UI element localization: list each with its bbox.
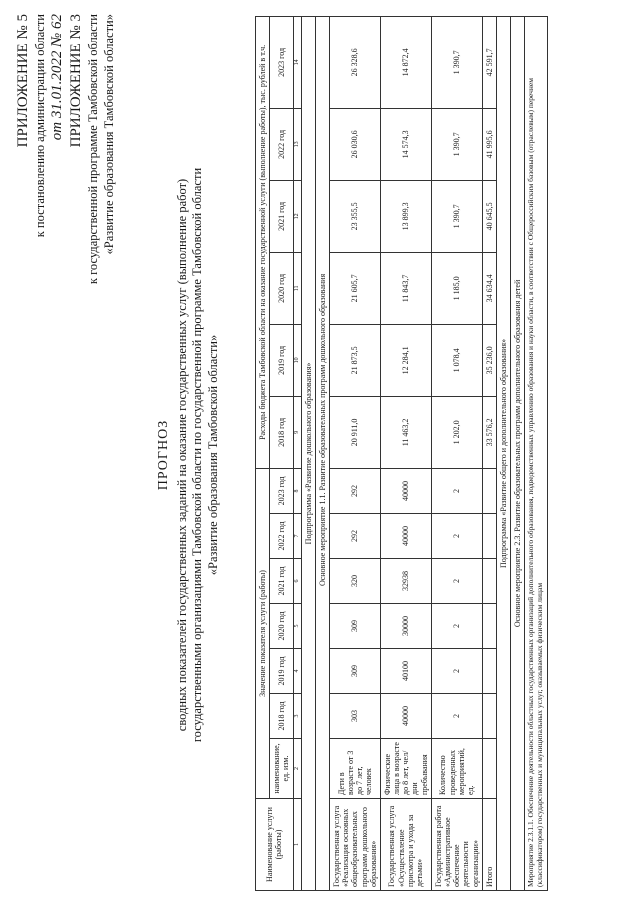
total-expense: 35 236,0 xyxy=(482,324,496,396)
annex-program-name: «Развитие образования Тамбовской области» xyxy=(101,14,116,255)
expense-value: 1 390,7 xyxy=(431,180,482,252)
expense-value: 1 202,0 xyxy=(431,396,482,468)
expense-value: 1 185,0 xyxy=(431,252,482,324)
event-title: Основное мероприятие 2.3. Развитие образовательных программ дополнительного образования детей xyxy=(511,16,525,890)
col-indicator-group: Значение показателя услуги (работы) xyxy=(256,468,270,798)
service-name: Государственная работа «Административное обеспечение деятельности организации» xyxy=(431,799,482,891)
expense-value: 1 078,4 xyxy=(431,324,482,396)
indicator-value: 2 xyxy=(431,694,482,739)
col-number: 5 xyxy=(293,604,301,649)
col-number: 8 xyxy=(293,468,301,513)
total-expense: 40 645,5 xyxy=(482,180,496,252)
col-number: 14 xyxy=(293,16,301,108)
title-line-1: сводных показателей государственных заданий на оказание государственных услуг (выполнение работ) xyxy=(174,178,189,732)
col-year: 2023 год xyxy=(270,16,293,108)
indicator-value: 309 xyxy=(329,649,380,694)
event-row xyxy=(511,16,525,890)
event-title: Основное мероприятие 1.1. Развитие образовательных программ дошкольного образования xyxy=(315,16,329,890)
indicator-value: 320 xyxy=(329,559,380,604)
indicator-value: 2 xyxy=(431,559,482,604)
total-label: Итого xyxy=(482,799,496,891)
title-line-3: «Развитие образования Тамбовской области» xyxy=(205,334,220,576)
column-number-row xyxy=(293,16,301,890)
col-number: 3 xyxy=(293,694,301,739)
total-expense: 34 634,4 xyxy=(482,252,496,324)
empty-cell xyxy=(482,514,496,559)
col-indicator-name: наименование, ед. изм. xyxy=(270,739,293,799)
col-year: 2022 год xyxy=(270,108,293,180)
col-year: 2022 год xyxy=(270,514,293,559)
col-year: 2019 год xyxy=(270,324,293,396)
col-year: 2018 год xyxy=(270,396,293,468)
indicator-value: 2 xyxy=(431,649,482,694)
annex-number-secondary: ПРИЛОЖЕНИЕ № 3 xyxy=(68,14,85,148)
measure-row xyxy=(525,16,547,890)
indicator-value: 2 xyxy=(431,468,482,513)
indicator-value: 40000 xyxy=(380,694,431,739)
col-number: 9 xyxy=(293,396,301,468)
total-expense: 42 591,7 xyxy=(482,16,496,108)
indicator-name: Дети в возрасте от 3 до 7 лет, человек xyxy=(329,739,380,799)
subprogram-row xyxy=(301,16,315,890)
annex-handwritten-date: от 31.01.2022 № 62 xyxy=(49,14,66,141)
expense-value: 1 390,7 xyxy=(431,16,482,108)
expense-value: 13 899,3 xyxy=(380,180,431,252)
indicator-value: 40100 xyxy=(380,649,431,694)
indicator-value: 32938 xyxy=(380,559,431,604)
annex-program-ref: к государственной программе Тамбовской области xyxy=(85,14,100,285)
indicator-value: 292 xyxy=(329,514,380,559)
col-number: 10 xyxy=(293,324,301,396)
col-number: 4 xyxy=(293,649,301,694)
expense-value: 21 873,5 xyxy=(329,324,380,396)
col-service: Наименование услуги (работы) xyxy=(256,799,294,891)
col-number: 1 xyxy=(293,799,301,891)
col-number: 2 xyxy=(293,739,301,799)
service-name: Государственная услуга «Осуществление присмотра и ухода за детьми» xyxy=(380,799,431,891)
indicator-value: 40000 xyxy=(380,468,431,513)
annex-number: ПРИЛОЖЕНИЕ № 5 xyxy=(15,14,31,148)
expense-value: 1 390,7 xyxy=(431,108,482,180)
title-main: ПРОГНОЗ xyxy=(156,419,171,491)
measure-title: Мероприятие 2.3.1.1. Обеспечение деятельности областных государственных организаций дополнительного образования, подведомственных управлению образования и науки области, в соответствии с Общероссийским базовым (отраслевым) перечнем (классификатором) государственных и муниципальных услуг, оказываемых физическим лицам xyxy=(525,16,547,890)
indicator-value: 30000 xyxy=(380,604,431,649)
expense-value: 11 463,2 xyxy=(380,396,431,468)
annex-header xyxy=(14,14,117,344)
table-row xyxy=(329,16,380,890)
col-number: 7 xyxy=(293,514,301,559)
col-year: 2023 год xyxy=(270,468,293,513)
annex-resolution-ref: к постановлению администрации области xyxy=(32,14,47,238)
indicator-value: 292 xyxy=(329,468,380,513)
service-name: Государственная услуга «Реализация основных общеобразовательных программ дошкольного образования» xyxy=(329,799,380,891)
expense-value: 21 605,7 xyxy=(329,252,380,324)
event-row xyxy=(315,16,329,890)
col-expense-group: Расходы бюджета Тамбовской области на оказание государственной услуги (выполнение работы), тыс. рублей в т.ч. xyxy=(256,16,270,468)
title-line-2: государственными организациями Тамбовской области по государственной программе Тамбовской области xyxy=(190,167,205,743)
indicator-value: 2 xyxy=(431,604,482,649)
empty-cell xyxy=(482,559,496,604)
col-number: 6 xyxy=(293,559,301,604)
forecast-table xyxy=(255,16,548,891)
empty-cell xyxy=(482,694,496,739)
document-title xyxy=(155,155,221,755)
col-number: 11 xyxy=(293,252,301,324)
empty-cell xyxy=(482,468,496,513)
indicator-value: 2 xyxy=(431,514,482,559)
subprogram-title: Подпрограмма «Развитие общего и дополнительного образования» xyxy=(496,16,510,890)
col-year: 2020 год xyxy=(270,252,293,324)
indicator-name: Физические лица в возрасте до 8 лет, чел/дни пребывания xyxy=(380,739,431,799)
table-row xyxy=(431,16,482,890)
expense-value: 23 355,5 xyxy=(329,180,380,252)
header-row-2 xyxy=(270,16,293,890)
expense-value: 11 843,7 xyxy=(380,252,431,324)
expense-value: 20 911,0 xyxy=(329,396,380,468)
total-expense: 33 576,2 xyxy=(482,396,496,468)
expense-value: 14 872,4 xyxy=(380,16,431,108)
expense-value: 26 328,6 xyxy=(329,16,380,108)
expense-value: 12 284,1 xyxy=(380,324,431,396)
col-year: 2019 год xyxy=(270,649,293,694)
total-row xyxy=(482,16,496,890)
empty-cell xyxy=(482,649,496,694)
col-number: 13 xyxy=(293,108,301,180)
indicator-name: Количество проведенных мероприятий, ед. xyxy=(431,739,482,799)
expense-value: 14 574,3 xyxy=(380,108,431,180)
empty-cell xyxy=(482,604,496,649)
header-row-1 xyxy=(256,16,270,890)
indicator-value: 40000 xyxy=(380,514,431,559)
col-year: 2021 год xyxy=(270,559,293,604)
col-year: 2020 год xyxy=(270,604,293,649)
indicator-value: 303 xyxy=(329,694,380,739)
col-year: 2021 год xyxy=(270,180,293,252)
table-row xyxy=(380,16,431,890)
expense-value: 26 030,6 xyxy=(329,108,380,180)
subprogram-title: Подпрограмма «Развитие дошкольного образования» xyxy=(301,16,315,890)
empty-cell xyxy=(482,739,496,799)
indicator-value: 309 xyxy=(329,604,380,649)
col-number: 12 xyxy=(293,180,301,252)
subprogram-row xyxy=(496,16,510,890)
total-expense: 41 995,6 xyxy=(482,108,496,180)
col-year: 2018 год xyxy=(270,694,293,739)
